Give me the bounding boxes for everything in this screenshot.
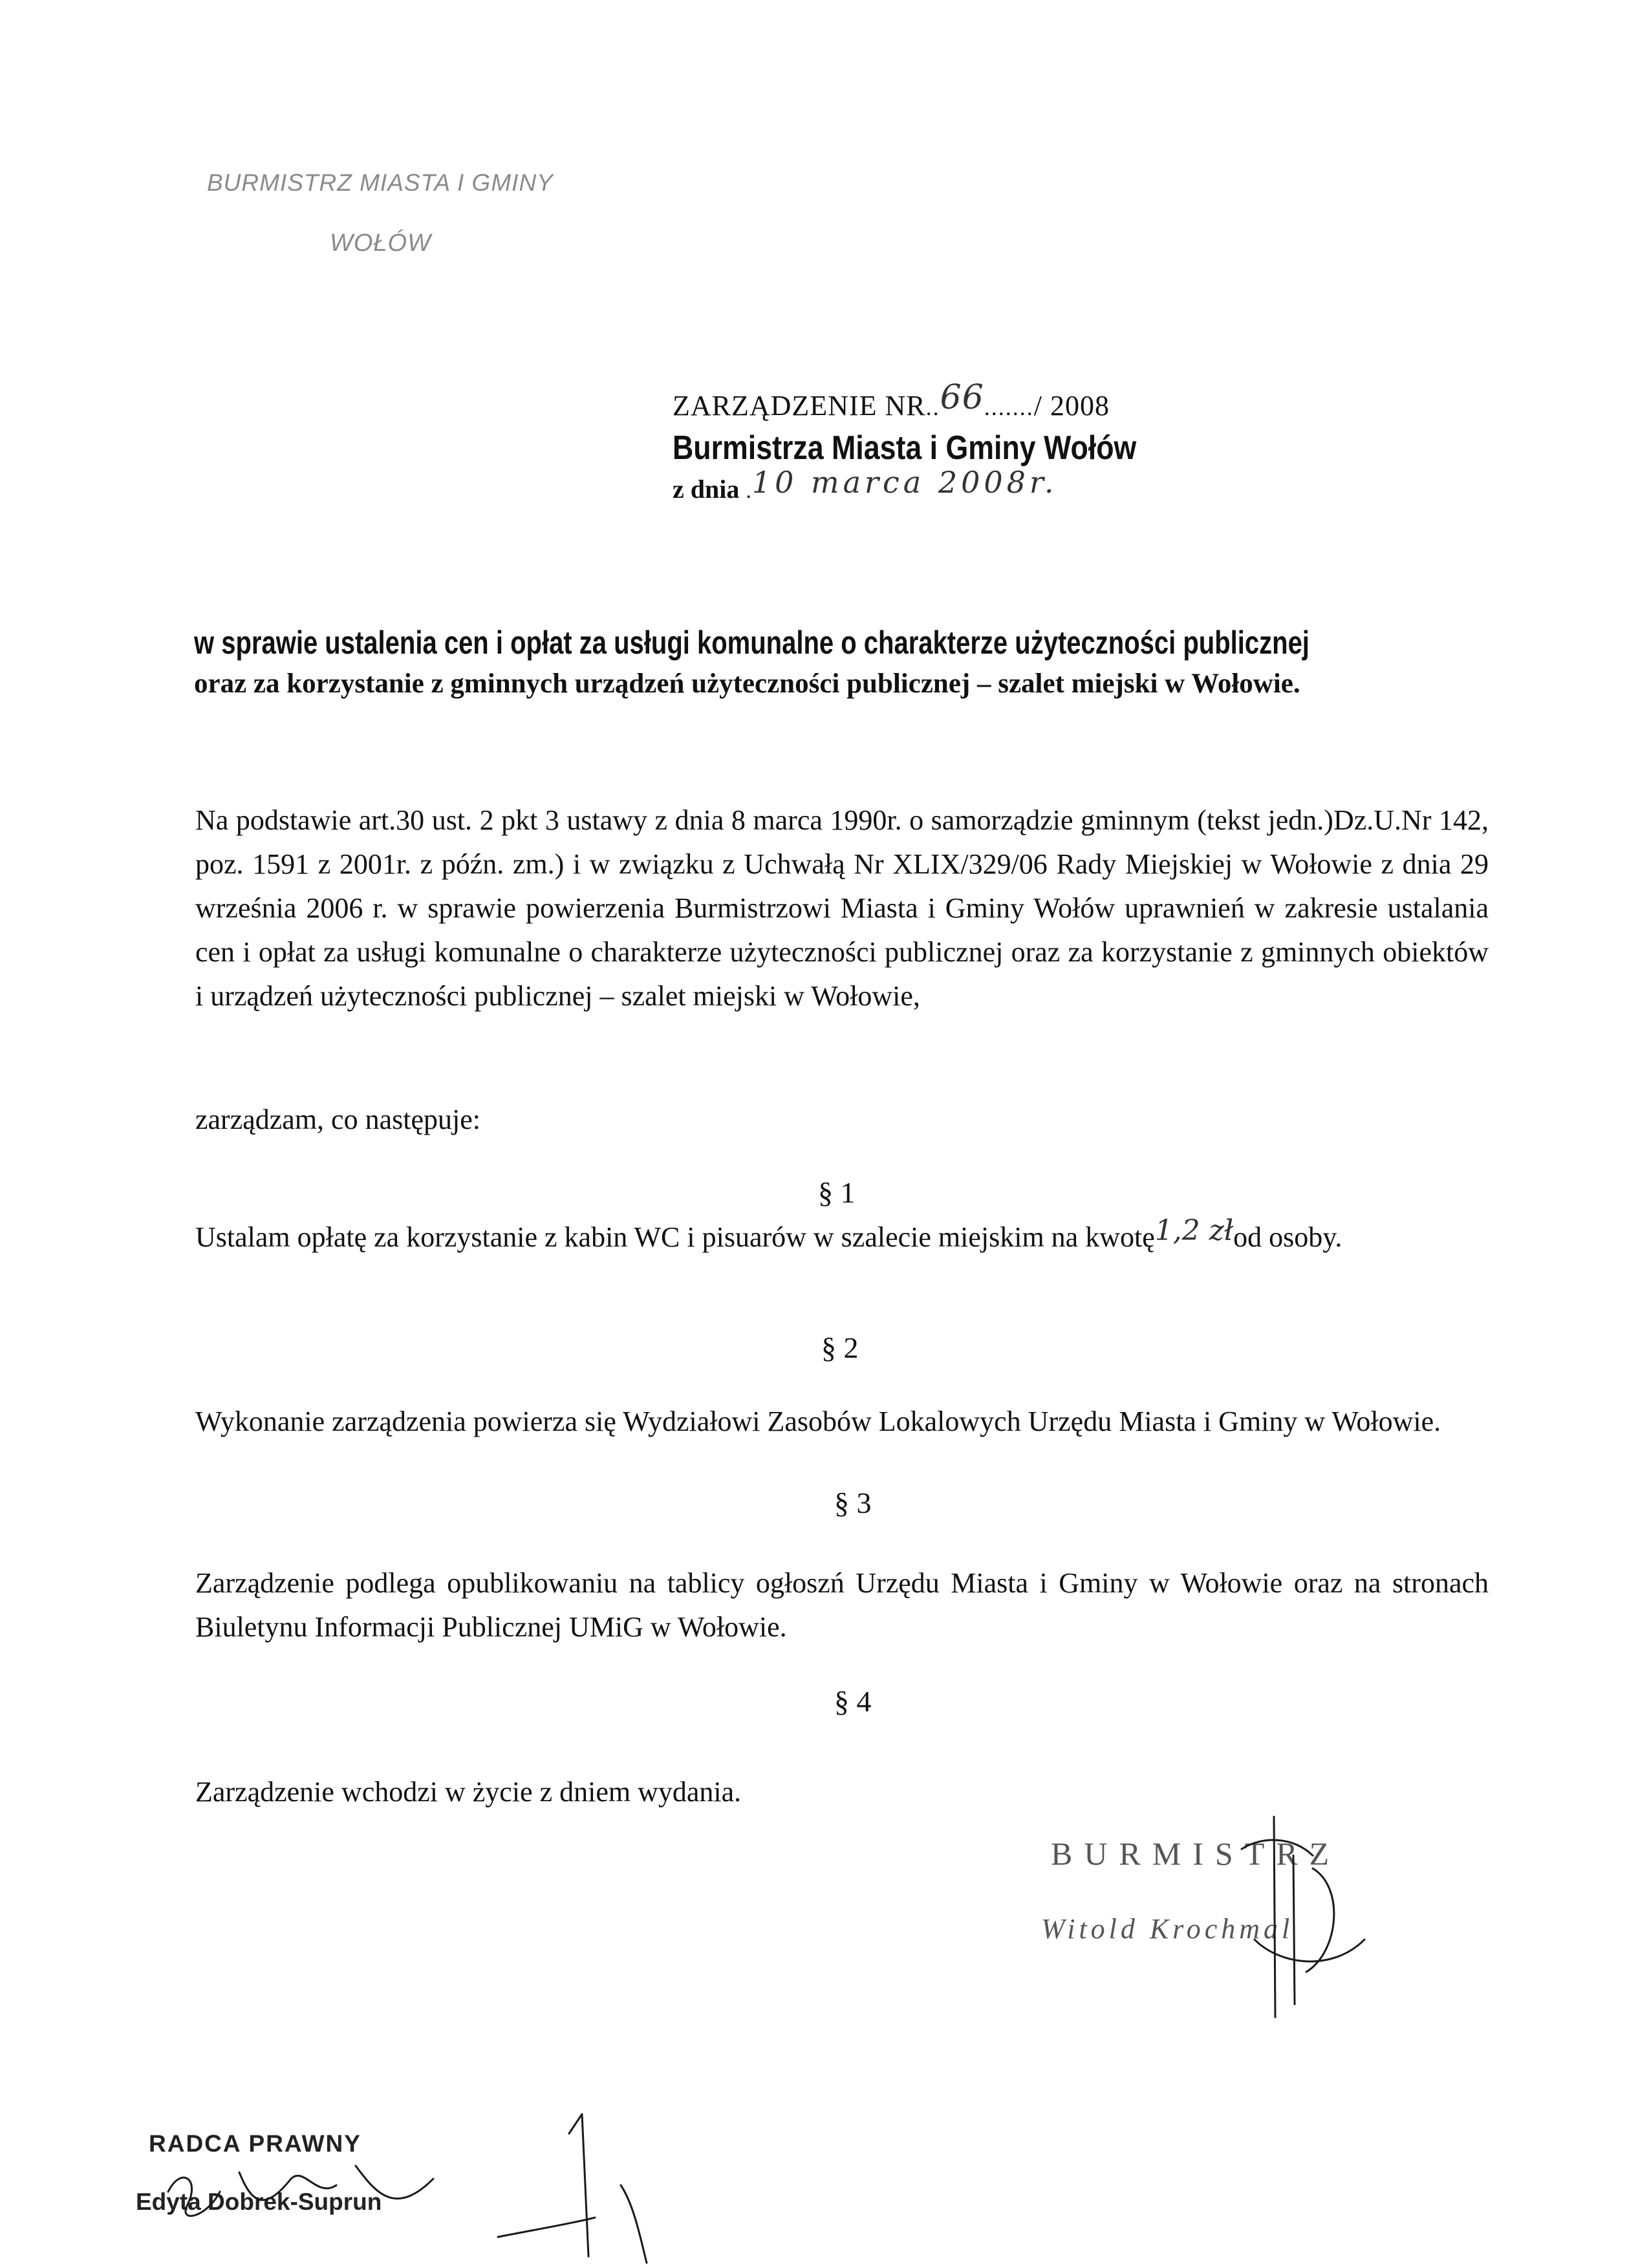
section-1-amount-handwritten: 1,2 zł: [1154, 1214, 1234, 1247]
section-1-text-after: od osoby.: [1233, 1221, 1342, 1253]
signature-handwritten: [1216, 1810, 1384, 2024]
section-3-text: Zarządzenie podlega opublikowaniu na tablicy ogłoszń Urzędu Miasta i Gminy w Wołowie oraz na stronach Biuletynu Informacji Publicznej UMiG w Wołowie.: [195, 1567, 1489, 1643]
legal-counsel-title: RADCA PRAWNY: [149, 2130, 361, 2157]
legal-basis-paragraph: Na podstawie art.30 ust. 2 pkt 3 ustawy z dnia 8 marca 1990r. o samorządzie gminnym (tekst jedn.)Dz.U.Nr 142, poz. 1591 z 2001r. z późn. zm.) i w związku z Uchwałą Nr XLIX/329/06 Rady Miejskiej w Wołowie z dnia 29 września 2006 r. w sprawie powierzenia Burmistrzowi Miasta i Gminy Wołów uprawnień w zakresie ustalania cen i opłat za usługi komunalne o charakterze użyteczności publicznej oraz za korzystanie z gminnych obiektów i urządzeń użyteczności publicznej – szalet miejski w Wołowie,: [195, 804, 1489, 1012]
subject-line-2: oraz za korzystanie z gminnych urządzeń użyteczności publicznej – szalet miejski w Wołowie.: [194, 669, 1300, 699]
ordinance-year: / 2008: [1033, 390, 1110, 422]
initials-handwritten: [491, 2108, 685, 2268]
section-2-heading: § 2: [821, 1331, 859, 1364]
ordinance-title: ZARZĄDZENIE NR..66......./ 2008: [673, 378, 1110, 422]
section-1-text: [195, 1215, 1342, 1259]
section-4-text: Zarządzenie wchodzi w życie z dniem wydania.: [195, 1776, 742, 1808]
legal-counsel-signature: [162, 2153, 485, 2263]
subject-line-1: w sprawie ustalenia cen i opłat za usługi komunalne o charakterze użyteczności publicznej: [194, 625, 1310, 661]
ordinance-title-prefix: ZARZĄDZENIE NR: [673, 390, 926, 422]
section-4-heading: § 4: [834, 1685, 872, 1718]
ordinance-number-handwritten: 66: [940, 378, 984, 417]
signature-name: Witold Krochmal: [1041, 1913, 1294, 1945]
section-1-text-before: Ustalam opłatę za korzystanie z kabin WC i pisuarów w szalecie miejskim na kwotę: [195, 1221, 1155, 1253]
ordinance-issuer: Burmistrza Miasta i Gminy Wołów: [673, 429, 1137, 467]
ordinance-date: z dnia .10 marca 2008r.: [673, 465, 1058, 504]
section-3-heading: § 3: [834, 1486, 872, 1519]
stamp-office-line1: BURMISTRZ MIASTA I GMINY: [207, 169, 554, 196]
decree-statement: zarządzam, co następuje:: [195, 1104, 480, 1135]
section-1-heading: § 1: [818, 1176, 856, 1209]
date-label: z dnia: [673, 475, 740, 504]
date-handwritten: 10 marca 2008r.: [751, 465, 1058, 500]
stamp-office-line2: WOŁÓW: [330, 230, 431, 257]
ordinance-subject: [194, 624, 1487, 700]
signature-title: BURMISTRZ: [1051, 1835, 1341, 1872]
document-header: [673, 378, 1212, 505]
legal-counsel-name: Edyta Dobrek-Suprun: [136, 2188, 382, 2215]
section-2-text: Wykonanie zarządzenia powierza się Wydziałowi Zasobów Lokalowych Urzędu Miasta i Gminy w Wołowie.: [195, 1406, 1441, 1437]
